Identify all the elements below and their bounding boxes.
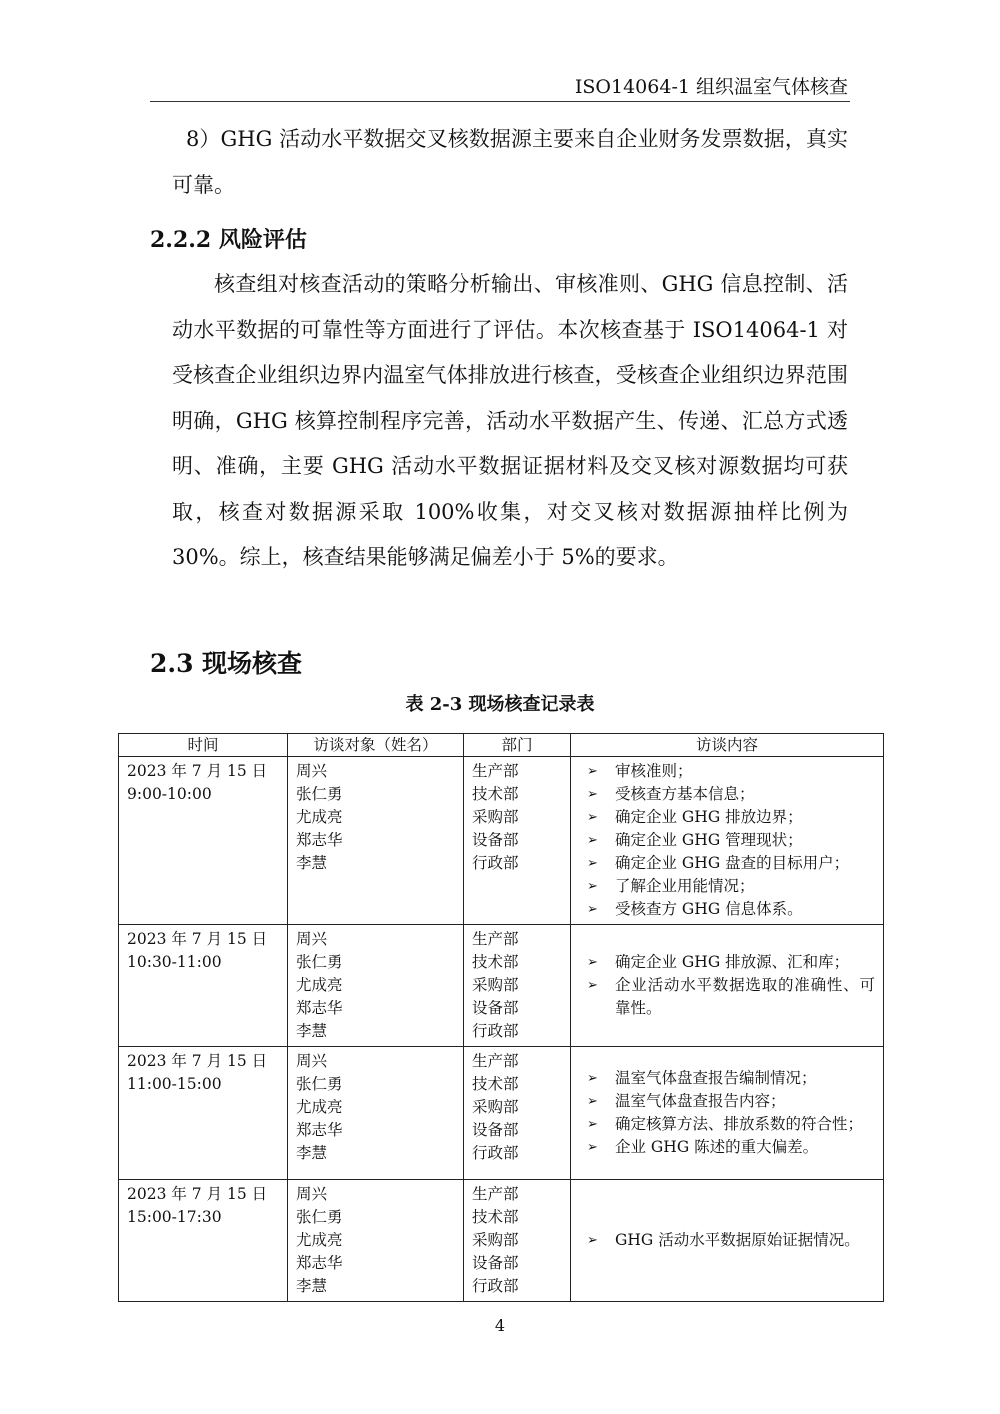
arrow-bullet-icon: ➢ (587, 955, 598, 970)
interviewee-name: 尤成亮 (296, 808, 343, 826)
topic-text: 确定企业 GHG 排放源、汇和库； (615, 953, 850, 971)
department-name: 设备部 (472, 831, 519, 849)
arrow-bullet-icon: ➢ (587, 833, 598, 848)
arrow-bullet-icon: ➢ (587, 1233, 598, 1248)
cell-interviewees (288, 925, 464, 1047)
department-name: 生产部 (472, 762, 519, 780)
table-caption: 表 2-3 现场核查记录表 (405, 694, 595, 715)
topic-text: 确定核算方法、排放系数的符合性； (615, 1115, 864, 1133)
table-row (119, 757, 884, 925)
department-name: 设备部 (472, 999, 519, 1017)
department-name: 采购部 (472, 808, 519, 826)
topic-item (579, 1090, 875, 1113)
interviewee-name: 尤成亮 (296, 1098, 343, 1116)
column-header-interviewees: 访谈对象（姓名） (288, 734, 464, 757)
cell-time: 2023 年 7 月 15 日 10:30-11:00 (119, 925, 288, 1047)
column-header-content: 访谈内容 (571, 734, 884, 757)
cell-departments (464, 757, 571, 925)
department-name: 采购部 (472, 1098, 519, 1116)
topic-item (579, 1136, 875, 1159)
topic-item (579, 898, 875, 921)
topic-text: 企业活动水平数据选取的准确性、可靠性。 (615, 976, 875, 1017)
arrow-bullet-icon: ➢ (587, 902, 598, 917)
department-name: 设备部 (472, 1121, 519, 1139)
topic-item (579, 951, 875, 974)
cell-departments (464, 1180, 571, 1302)
department-name: 采购部 (472, 976, 519, 994)
department-name: 技术部 (472, 953, 519, 971)
topic-item (579, 974, 875, 1020)
arrow-bullet-icon: ➢ (587, 810, 598, 825)
interviewee-name: 张仁勇 (296, 785, 343, 803)
topic-text: 温室气体盘查报告编制情况； (615, 1069, 817, 1087)
department-name: 行政部 (472, 1022, 519, 1040)
interviewee-name: 周兴 (296, 1052, 328, 1070)
department-name: 行政部 (472, 1277, 519, 1295)
department-name: 行政部 (472, 854, 519, 872)
cell-time: 2023 年 7 月 15 日 9:00-10:00 (119, 757, 288, 925)
topic-item (579, 806, 875, 829)
section-2-3-heading (150, 644, 302, 680)
interviewee-name: 周兴 (296, 762, 328, 780)
section-title: 现场核查 (202, 649, 303, 678)
arrow-bullet-icon: ➢ (587, 856, 598, 871)
table-row (119, 1180, 884, 1302)
page-number: 4 (494, 1316, 506, 1335)
department-name: 采购部 (472, 1231, 519, 1249)
item-8-paragraph: 8）GHG 活动水平数据交叉核数据源主要来自企业财务发票数据，真实可靠。 (172, 127, 848, 197)
topic-list (579, 951, 875, 1020)
column-header-department: 部门 (464, 734, 571, 757)
risk-assessment-paragraph: 核查组对核查活动的策略分析输出、审核准则、GHG 信息控制、活动水平数据的可靠性等方面进行了评估。本次核查基于 ISO14064-1 对受核查企业组织边界内温室气体排放进行核查，受核查企业组织边界范围明确，GHG 核算控制程序完善，活动水平数据产生、传递、汇总方式透明、准确，主要 GHG 活动水平数据证据材料及交叉核对源数据均可获取，核查对数据源采取 100%收集，对交叉核对数据源抽样比例为 30%。综上，核查结果能够满足偏差小于 5%的要求。 (172, 272, 848, 569)
arrow-bullet-icon: ➢ (587, 1140, 598, 1155)
topic-list (579, 760, 875, 921)
cell-interviewees (288, 1047, 464, 1180)
interviewee-name: 张仁勇 (296, 953, 343, 971)
column-header-time: 时间 (119, 734, 288, 757)
department-name: 生产部 (472, 1185, 519, 1203)
cell-interview-content (571, 1180, 884, 1302)
cell-departments (464, 1047, 571, 1180)
interviewee-name: 张仁勇 (296, 1208, 343, 1226)
cell-time: 2023 年 7 月 15 日 15:00-17:30 (119, 1180, 288, 1302)
topic-item (579, 875, 875, 898)
cell-interviewees (288, 757, 464, 925)
topic-text: 确定企业 GHG 管理现状； (615, 831, 803, 849)
header-rule (150, 101, 850, 102)
arrow-bullet-icon: ➢ (587, 764, 598, 779)
department-name: 设备部 (472, 1254, 519, 1272)
cell-interview-content (571, 757, 884, 925)
arrow-bullet-icon: ➢ (587, 978, 598, 993)
section-2-2-2-heading: 2.2.2 风险评估 (150, 227, 307, 253)
department-name: 技术部 (472, 785, 519, 803)
topic-item (579, 852, 875, 875)
topic-list (579, 1067, 875, 1159)
interviewee-name: 周兴 (296, 1185, 328, 1203)
table-body (119, 757, 884, 1302)
topic-text: 确定企业 GHG 盘查的目标用户； (615, 854, 850, 872)
interviewee-name: 郑志华 (296, 831, 343, 849)
topic-text: 温室气体盘查报告内容； (615, 1092, 786, 1110)
site-verification-table (118, 733, 884, 1302)
table-row (119, 925, 884, 1047)
cell-interview-content (571, 1047, 884, 1180)
table-header-row (119, 734, 884, 757)
interviewee-name: 张仁勇 (296, 1075, 343, 1093)
topic-text: GHG 活动水平数据原始证据情况。 (615, 1231, 860, 1249)
table-row (119, 1047, 884, 1180)
topic-text: 企业 GHG 陈述的重大偏差。 (615, 1138, 819, 1156)
cell-interviewees (288, 1180, 464, 1302)
topic-item (579, 1113, 875, 1136)
department-name: 生产部 (472, 1052, 519, 1070)
arrow-bullet-icon: ➢ (587, 1071, 598, 1086)
arrow-bullet-icon: ➢ (587, 1117, 598, 1132)
topic-text: 受核查方基本信息； (615, 785, 755, 803)
interviewee-name: 周兴 (296, 930, 328, 948)
topic-item (579, 760, 875, 783)
department-name: 技术部 (472, 1208, 519, 1226)
interviewee-name: 李慧 (296, 1022, 328, 1040)
interviewee-name: 郑志华 (296, 999, 343, 1017)
interviewee-name: 李慧 (296, 854, 328, 872)
topic-item (579, 1067, 875, 1090)
arrow-bullet-icon: ➢ (587, 879, 598, 894)
topic-text: 确定企业 GHG 排放边界； (615, 808, 803, 826)
topic-item (579, 1229, 875, 1252)
interviewee-name: 尤成亮 (296, 976, 343, 994)
department-name: 行政部 (472, 1144, 519, 1162)
cell-interview-content (571, 925, 884, 1047)
cell-departments (464, 925, 571, 1047)
cell-time: 2023 年 7 月 15 日 11:00-15:00 (119, 1047, 288, 1180)
interviewee-name: 尤成亮 (296, 1231, 343, 1249)
department-name: 生产部 (472, 930, 519, 948)
section-number: 2.3 (150, 649, 194, 678)
interviewee-name: 郑志华 (296, 1254, 343, 1272)
running-header: ISO14064-1 组织温室气体核查 (574, 76, 848, 98)
interviewee-name: 郑志华 (296, 1121, 343, 1139)
interviewee-name: 李慧 (296, 1277, 328, 1295)
interviewee-name: 李慧 (296, 1144, 328, 1162)
department-name: 技术部 (472, 1075, 519, 1093)
topic-item (579, 829, 875, 852)
topic-text: 了解企业用能情况； (615, 877, 755, 895)
topic-text: 受核查方 GHG 信息体系。 (615, 900, 803, 918)
arrow-bullet-icon: ➢ (587, 787, 598, 802)
topic-list (579, 1229, 875, 1252)
topic-item (579, 783, 875, 806)
topic-text: 审核准则； (615, 762, 693, 780)
arrow-bullet-icon: ➢ (587, 1094, 598, 1109)
